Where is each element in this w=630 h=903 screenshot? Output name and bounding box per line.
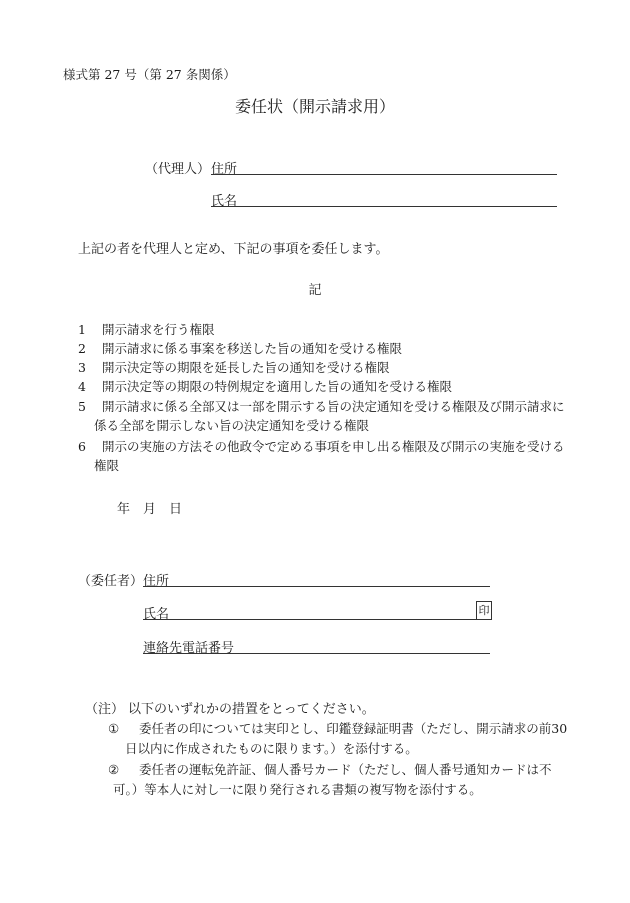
ki-heading: 記	[308, 283, 322, 298]
list-item	[78, 377, 573, 396]
form-number: 様式第 27 号（第 27 条関係）	[63, 67, 236, 82]
item-number: 1	[78, 322, 86, 337]
principal-phone-line	[143, 653, 490, 654]
agent-role-label: （代理人）	[145, 162, 211, 177]
note-item	[108, 719, 576, 759]
note-item-mark: ①	[108, 721, 120, 736]
note-intro: 以下のいずれかの措置をとってください。	[128, 702, 375, 717]
item-number: 2	[78, 341, 86, 356]
agent-address-line	[211, 174, 557, 175]
item-number: 4	[78, 379, 86, 394]
page-title: 委任状（開示請求用）	[234, 97, 395, 116]
date-month: 月	[143, 502, 157, 517]
list-item	[78, 339, 573, 358]
list-item	[78, 320, 573, 339]
principal-phone-label: 連絡先電話番号	[143, 641, 235, 656]
agent-name-line	[211, 206, 557, 207]
note-label: （注）	[85, 702, 125, 717]
delegation-statement: 上記の者を代理人と定め、下記の事項を委任します。	[78, 242, 389, 257]
agent-name-label: 氏名	[211, 194, 238, 209]
item-text: 開示決定等の期限を延長した旨の通知を受ける権限	[102, 360, 390, 375]
note-item-text: 委任者の印については実印とし、印鑑登録証明書（ただし、開示請求の前30日以内に作成されたものに限ります。）を添付する。	[125, 721, 568, 756]
list-item	[78, 437, 573, 475]
principal-address-label: 住所	[143, 574, 170, 589]
seal-mark: 印	[476, 601, 492, 620]
note-item	[108, 760, 576, 800]
date-day: 日	[169, 502, 183, 517]
note-item-mark: ②	[108, 762, 120, 777]
item-text: 開示決定等の期限の特例規定を適用した旨の通知を受ける権限	[102, 379, 453, 394]
item-text: 開示の実施の方法その他政令で定める事項を申し出る権限及び開示の実施を受ける権限	[94, 439, 565, 473]
principal-name-label: 氏名	[143, 607, 170, 622]
principal-address-line	[143, 586, 490, 587]
date-year: 年	[117, 502, 131, 517]
list-item	[78, 397, 573, 435]
list-item	[78, 358, 573, 377]
item-number: 3	[78, 360, 86, 375]
item-number: 6	[78, 439, 86, 454]
item-text: 開示請求に係る全部又は一部を開示する旨の決定通知を受ける権限及び開示請求に係る全部を開示しない旨の決定通知を受ける権限	[94, 399, 565, 433]
principal-role-label: （委任者）	[78, 574, 144, 589]
principal-name-line	[143, 619, 490, 620]
item-number: 5	[78, 399, 86, 414]
item-text: 開示請求を行う権限	[102, 322, 215, 337]
note-item-text: 委任者の運転免許証、個人番号カード（ただし、個人番号通知カードは不可。）等本人に対し一に限り発行される書類の複写物を添付する。	[113, 762, 552, 797]
item-text: 開示請求に係る事案を移送した旨の通知を受ける権限	[102, 341, 403, 356]
agent-address-label: 住所	[211, 162, 238, 177]
